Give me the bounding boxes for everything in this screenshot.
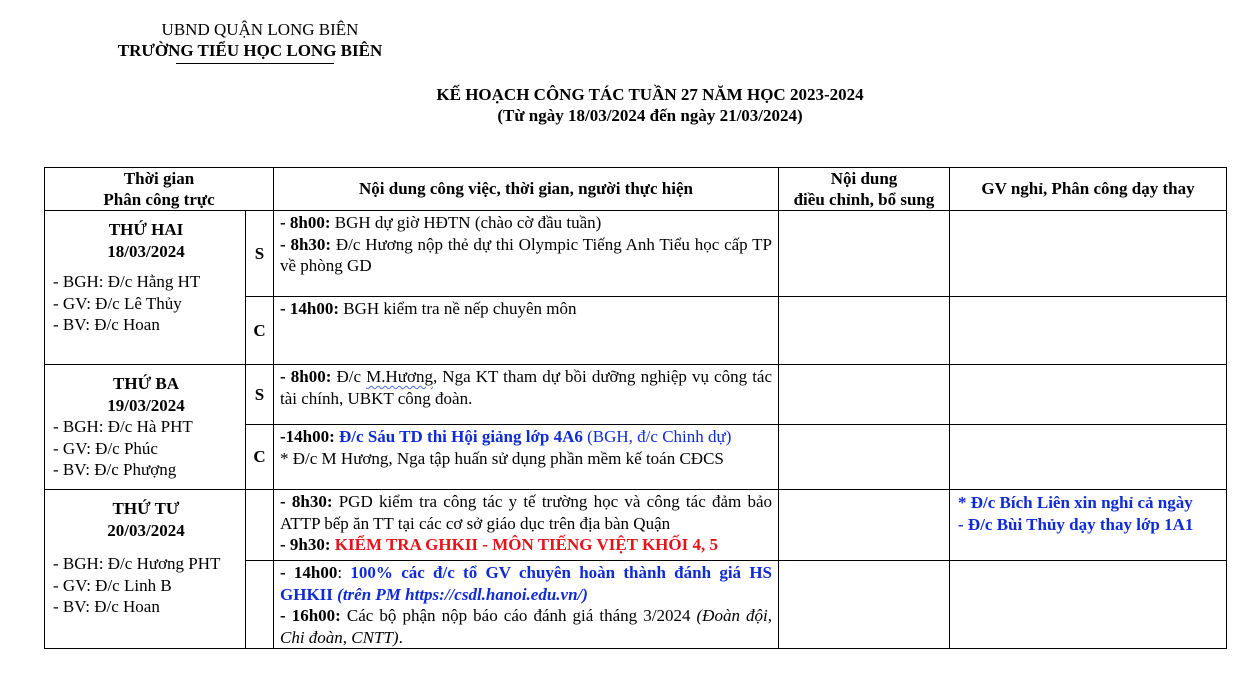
session-label: S: [246, 211, 274, 297]
substitute-cell: [950, 297, 1227, 365]
content-cell: [274, 425, 779, 490]
table-row: [45, 211, 1227, 297]
table-row: [45, 490, 1227, 561]
task-line: - 14h00: BGH kiểm tra nề nếp chuyên môn: [280, 299, 577, 318]
session-label: S: [246, 365, 274, 425]
session-label: [246, 490, 274, 561]
task-line: - 8h30: Đ/c Hương nộp thẻ dự thi Olympic Tiếng Anh Tiểu học cấp TP về phòng GD: [280, 234, 773, 275]
adjust-cell: [779, 365, 950, 425]
substitute-cell: [950, 561, 1227, 649]
content-cell: [274, 365, 779, 425]
table-row: [45, 365, 1227, 425]
day-name: THỨ TƯ: [112, 499, 180, 518]
duty-bgh: - BGH: Đ/c Hương PHT: [53, 554, 221, 573]
task-line: - 9h30: KIỂM TRA GHKII - MÔN TIẾNG VIỆT KHỐI 4, 5: [280, 535, 718, 554]
task-line: - 16h00: Các bộ phận nộp báo cáo đánh giá tháng 3/2024 (Đoàn đội, Chi đoàn, CNTT).: [280, 606, 772, 647]
substitute-absent: * Đ/c Bích Liên xin nghỉ cả ngày: [958, 493, 1193, 512]
duty-bv: - BV: Đ/c Hoan: [53, 597, 160, 616]
day-cell-monday: [45, 211, 246, 365]
session-label: [246, 561, 274, 649]
duty-bv: - BV: Đ/c Phượng: [53, 460, 177, 479]
page-subtitle: (Từ ngày 18/03/2024 đến ngày 21/03/2024): [497, 106, 803, 125]
day-date: 18/03/2024: [107, 241, 185, 261]
adjust-cell: [779, 297, 950, 365]
task-line: - 8h30: PGD kiểm tra công tác y tế trường học và công tác đảm bảo ATTP bếp ăn TT tại các cơ sở giáo dục trên địa bàn Quận: [280, 492, 772, 533]
duty-bgh: - BGH: Đ/c Hà PHT: [53, 417, 193, 436]
header-adjust: [779, 168, 950, 211]
duty-gv: - GV: Đ/c Lê Thủy: [53, 293, 182, 313]
substitute-cell: [950, 490, 1227, 561]
header-content: Nội dung công việc, thời gian, người thực hiện: [274, 168, 779, 211]
duty-bv: - BV: Đ/c Hoan: [53, 315, 160, 334]
day-date: 20/03/2024: [107, 520, 185, 540]
session-label: C: [246, 297, 274, 365]
header-substitute: GV nghỉ, Phân công dạy thay: [950, 168, 1227, 211]
task-line: * Đ/c M Hương, Nga tập huấn sử dụng phần mềm kế toán CĐCS: [280, 448, 724, 468]
duty-gv: - GV: Đ/c Phúc: [53, 438, 158, 458]
task-line: -14h00: Đ/c Sáu TD thi Hội giảng lớp 4A6 (BGH, đ/c Chinh dự): [280, 427, 732, 446]
school-name: TRƯỜNG TIỂU HỌC LONG BIÊN: [117, 41, 383, 60]
header-adjust-line1: Nội dung: [830, 169, 898, 188]
school-underline: [176, 63, 334, 64]
adjust-cell: [779, 425, 950, 490]
table-header-row: [45, 168, 1227, 211]
org-name: UBND QUẬN LONG BIÊN: [161, 20, 359, 39]
day-date: 19/03/2024: [107, 395, 185, 415]
header-adjust-line2: điều chỉnh, bổ sung: [793, 190, 935, 209]
substitute-cell: [950, 425, 1227, 490]
header-time-line1: Thời gian: [123, 169, 195, 188]
header-time-line2: Phân công trực: [103, 190, 215, 209]
substitute-teacher: - Đ/c Bùi Thủy dạy thay lớp 1A1: [958, 514, 1194, 534]
day-name: THỨ HAI: [108, 220, 184, 239]
header-time-duty: [45, 168, 274, 211]
content-cell: [274, 490, 779, 561]
task-line: - 14h00: 100% các đ/c tổ GV chuyên hoàn thành đánh giá HS GHKII (trên PM https://csdl.hanoi.edu.vn/): [280, 563, 772, 604]
duty-gv: - GV: Đ/c Linh B: [53, 575, 172, 595]
session-label: C: [246, 425, 274, 490]
content-cell: [274, 211, 779, 297]
adjust-cell: [779, 561, 950, 649]
substitute-cell: [950, 211, 1227, 297]
duty-bgh: - BGH: Đ/c Hằng HT: [53, 272, 201, 291]
adjust-cell: [779, 490, 950, 561]
task-line: - 8h00: Đ/c M.Hương, Nga KT tham dự bồi dưỡng nghiệp vụ công tác tài chính, UBKT công đoàn.: [280, 367, 773, 408]
day-cell-wednesday: [45, 490, 246, 649]
content-cell: [274, 297, 779, 365]
task-line: - 8h00: BGH dự giờ HĐTN (chào cờ đầu tuần): [280, 213, 602, 232]
page-title: KẾ HOẠCH CÔNG TÁC TUẦN 27 NĂM HỌC 2023-2024: [436, 85, 864, 104]
day-cell-tuesday: [45, 365, 246, 490]
substitute-cell: [950, 365, 1227, 425]
adjust-cell: [779, 211, 950, 297]
day-name: THỨ BA: [113, 374, 179, 393]
content-cell: [274, 561, 779, 649]
weekly-plan-table: [44, 167, 1227, 649]
